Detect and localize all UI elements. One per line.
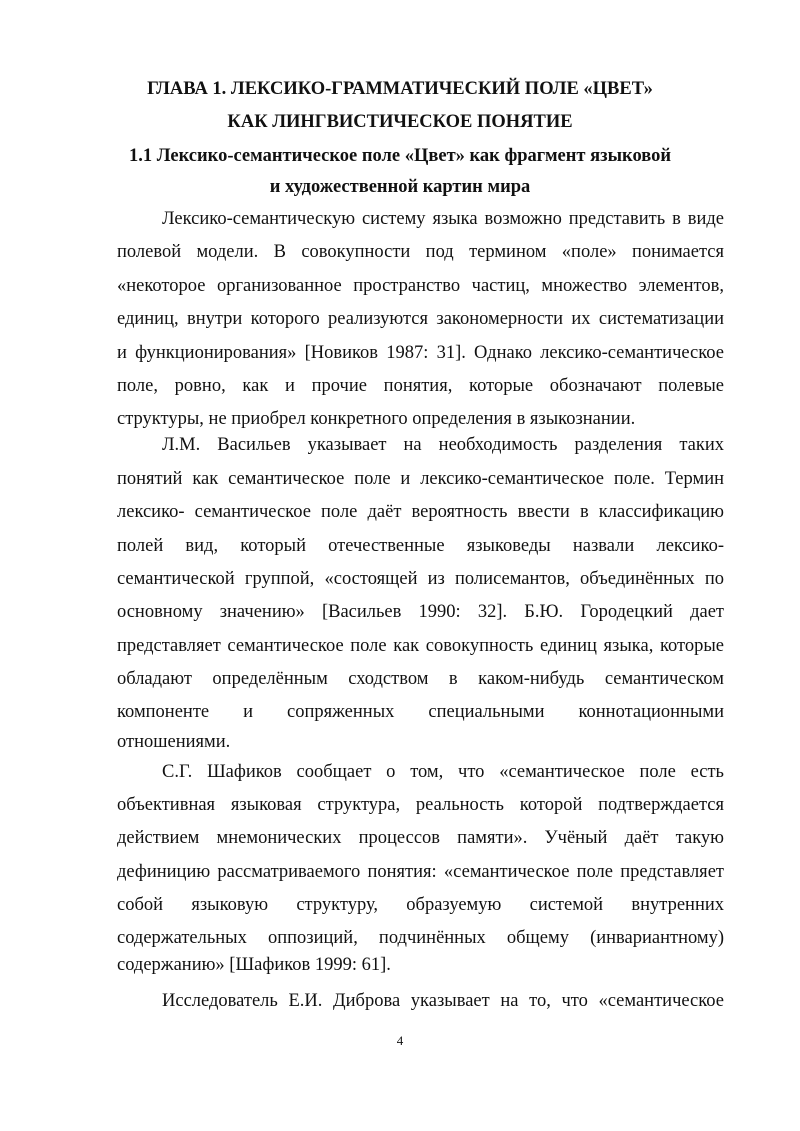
section-title-line-2: и художественной картин мира xyxy=(269,177,531,197)
paragraph-3-line-4: дефиницию рассматриваемого понятия: «семантическое поле представляет xyxy=(117,862,724,882)
paragraph-1-line-7: структуры, не приобрел конкретного определения в языкознании. xyxy=(117,409,636,429)
paragraph-1-line-4: единиц, внутри которого реализуются закономерности их систематизации xyxy=(117,309,724,329)
paragraph-1-line-6: поле, ровно, как и прочие понятия, которые обозначают полевые xyxy=(117,376,724,396)
paragraph-2-line-8: обладают определённым сходством в каком-нибудь семантическом xyxy=(117,669,724,689)
paragraph-2-line-10: отношениями. xyxy=(117,732,231,752)
paragraph-3-line-2: объективная языковая структура, реальность которой подтверждается xyxy=(117,795,724,815)
chapter-title-line-1: ГЛАВА 1. ЛЕКСИКО-ГРАММАТИЧЕСКИЙ ПОЛЕ «ЦВЕТ» xyxy=(147,79,653,99)
paragraph-3-line-6: содержательных оппозиций, подчинённых общему (инвариантному) xyxy=(117,928,724,948)
paragraph-2-line-2: понятий как семантическое поле и лексико-семантическое поле. Термин xyxy=(117,469,724,489)
paragraph-1-line-3: «некоторое организованное пространство частиц, множество элементов, xyxy=(117,276,724,296)
paragraph-1-line-1: Лексико-семантическую систему языка возможно представить в виде xyxy=(162,209,724,229)
chapter-title-line-2: КАК ЛИНГВИСТИЧЕСКОЕ ПОНЯТИЕ xyxy=(227,112,573,132)
paragraph-2-line-7: представляет семантическое поле как совокупность единиц языка, которые xyxy=(117,636,724,656)
paragraph-2-line-1: Л.М. Васильев указывает на необходимость разделения таких xyxy=(162,435,724,455)
paragraph-2-line-9: компоненте и сопряженных специальными коннотационными xyxy=(117,702,724,722)
paragraph-3-line-3: действием мнемонических процессов памяти». Учёный даёт такую xyxy=(117,828,724,848)
section-title-line-1: 1.1 Лексико-семантическое поле «Цвет» как фрагмент языковой xyxy=(128,146,672,166)
paragraph-2-line-6: основному значению» [Васильев 1990: 32]. Б.Ю. Городецкий дает xyxy=(117,602,724,622)
paragraph-1-line-5: и функционирования» [Новиков 1987: 31]. Однако лексико-семантическое xyxy=(117,343,724,363)
paragraph-3-line-7: содержанию» [Шафиков 1999: 61]. xyxy=(117,955,391,975)
paragraph-2-line-5: семантической группой, «состоящей из полисемантов, объединённых по xyxy=(117,569,724,589)
paragraph-3-line-5: собой языковую структуру, образуемую системой внутренних xyxy=(117,895,724,915)
paragraph-2-line-4: полей вид, который отечественные языковеды назвали лексико- xyxy=(117,536,724,556)
paragraph-1-line-2: полевой модели. В совокупности под термином «поле» понимается xyxy=(117,242,724,262)
page-number: 4 xyxy=(396,1033,404,1048)
paragraph-4-line-1: Исследователь Е.И. Диброва указывает на то, что «семантическое xyxy=(162,991,724,1011)
paragraph-2-line-3: лексико- семантическое поле даёт вероятность ввести в классификацию xyxy=(117,502,724,522)
paragraph-3-line-1: С.Г. Шафиков сообщает о том, что «семантическое поле есть xyxy=(162,762,724,782)
